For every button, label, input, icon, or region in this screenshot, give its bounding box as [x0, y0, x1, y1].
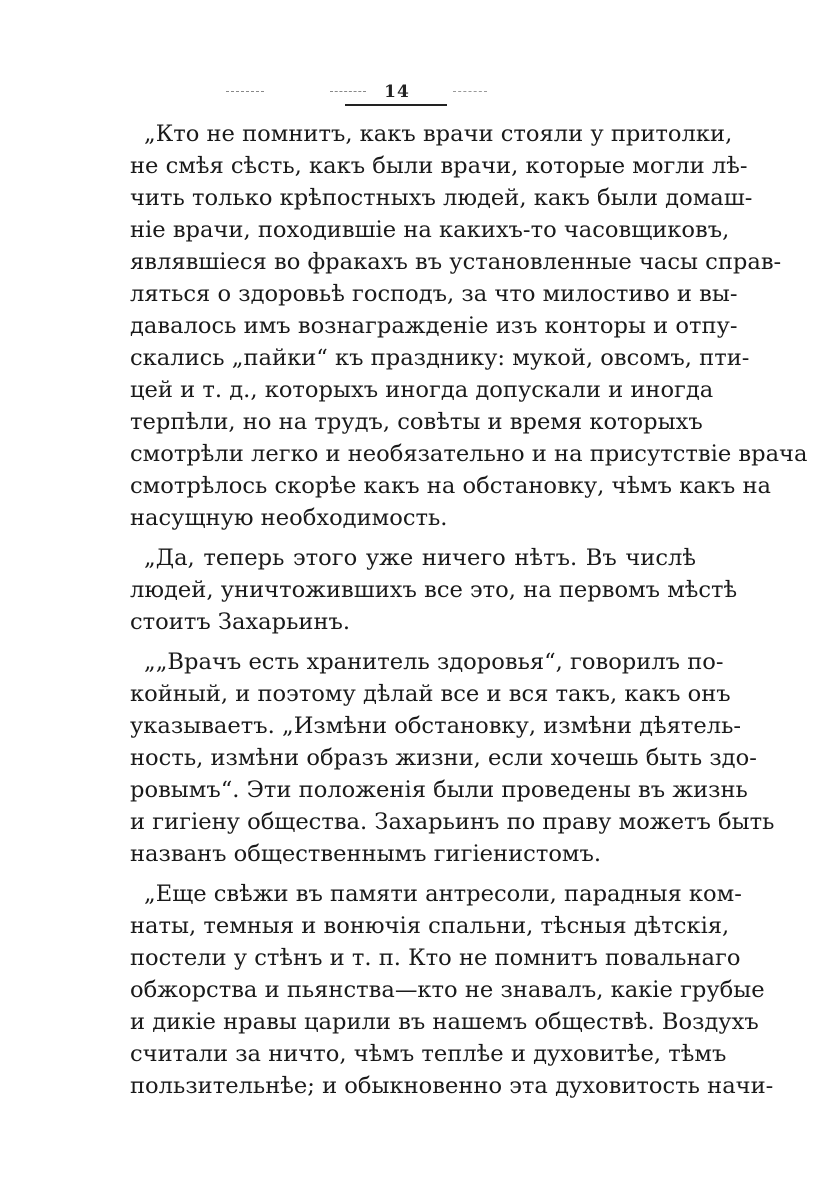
text-line: и гигіену общества. Захарьинъ по праву можетъ быть: [130, 809, 775, 835]
text-line: названъ общественнымъ гигіенистомъ.: [130, 841, 602, 867]
text-line: терпѣли, но на трудъ, совѣты и время которыхъ: [130, 409, 703, 435]
text-line: насущную необходимость.: [130, 505, 448, 531]
text-line: скались „пайки“ къ празднику: мукой, овсомъ, пти-: [130, 345, 750, 371]
header-decoration-right: [453, 91, 487, 92]
text-line: цей и т. д., которыхъ иногда допускали и иногда: [130, 377, 714, 403]
text-line: ность, измѣни образъ жизни, если хочешь быть здо-: [130, 745, 757, 771]
text-line: „Да, теперь этого уже ничего нѣтъ. Въ числѣ: [144, 545, 696, 571]
text-line: стоитъ Захарьинъ.: [130, 609, 351, 635]
text-line: постели у стѣнъ и т. п. Кто не помнитъ повальнаго: [130, 945, 741, 971]
text-line: и дикіе нравы царили въ нашемъ обществѣ. Воздухъ: [130, 1009, 759, 1035]
text-line: смотрѣли легко и необязательно и на присутствіе врача: [130, 441, 808, 467]
text-line: койный, и поэтому дѣлай все и вся такъ, какъ онъ: [130, 681, 731, 707]
text-line: указываетъ. „Измѣни обстановку, измѣни дѣятель-: [130, 713, 742, 739]
text-line: наты, темныя и вонючія спальни, тѣсныя дѣтскія,: [130, 913, 730, 939]
text-line: не смѣя сѣсть, какъ были врачи, которые могли лѣ-: [130, 153, 748, 179]
page-number: 14: [384, 82, 410, 102]
text-line: ровымъ“. Эти положенія были проведены въ жизнь: [130, 777, 748, 803]
paragraph-3: [130, 646, 775, 870]
text-line: обжорства и пьянства—кто не знавалъ, какіе грубые: [130, 977, 765, 1003]
text-line: смотрѣлось скорѣе какъ на обстановку, чѣмъ какъ на: [130, 473, 771, 499]
page-header: [0, 82, 840, 112]
text-line: считали за ничто, чѣмъ теплѣе и духовитѣе, тѣмъ: [130, 1041, 727, 1067]
text-line: пользительнѣе; и обыкновенно эта духовитость начи-: [130, 1073, 774, 1099]
text-line: „Кто не помнитъ, какъ врачи стояли у притолки,: [144, 121, 733, 147]
header-rule: [345, 104, 447, 106]
body-text: [130, 118, 808, 1110]
text-line: „Еще свѣжи въ памяти антресоли, парадныя ком-: [144, 881, 742, 907]
text-line: людей, уничтожившихъ все это, на первомъ мѣстѣ: [130, 577, 738, 603]
text-line: ляться о здоровьѣ господъ, за что милостиво и вы-: [130, 281, 738, 307]
text-line: чить только крѣпостныхъ людей, какъ были домаш-: [130, 185, 753, 211]
header-decoration-middle: [330, 91, 366, 92]
text-line: давалось имъ вознагражденіе изъ конторы и отпу-: [130, 313, 738, 339]
text-line: „„Врачъ есть хранитель здоровья“, говорилъ по-: [144, 649, 724, 675]
text-line: являвшіеся во фракахъ въ установленные часы справ-: [130, 249, 782, 275]
paragraph-1: [130, 118, 808, 534]
paragraph-2: [130, 542, 738, 638]
text-line: ніе врачи, походившіе на какихъ-то часовщиковъ,: [130, 217, 730, 243]
header-decoration-left: [226, 91, 264, 92]
paragraph-4: [130, 878, 774, 1102]
